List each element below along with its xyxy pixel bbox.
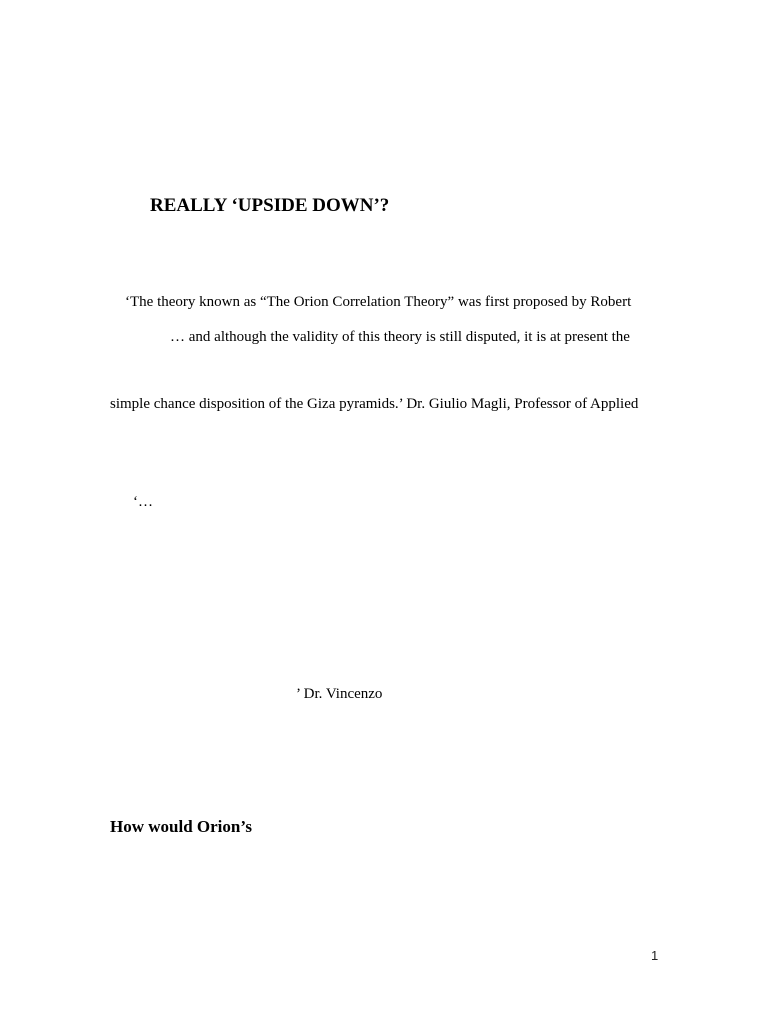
- page-number: 1: [651, 948, 659, 963]
- document-title: REALLY ‘UPSIDE DOWN’?: [150, 195, 390, 216]
- quote-line-1: ‘The theory known as “The Orion Correlation Theory” was first proposed by Robert: [125, 294, 632, 310]
- section-heading: How would Orion’s: [110, 817, 253, 836]
- quote-attribution: ’ Dr. Vincenzo: [296, 686, 383, 702]
- quote-line-2: … and although the validity of this theory is still disputed, it is at present the: [170, 329, 630, 345]
- quote-line-4: ‘…: [133, 494, 153, 510]
- quote-line-3: simple chance disposition of the Giza pyramids.’ Dr. Giulio Magli, Professor of Applied: [110, 396, 639, 412]
